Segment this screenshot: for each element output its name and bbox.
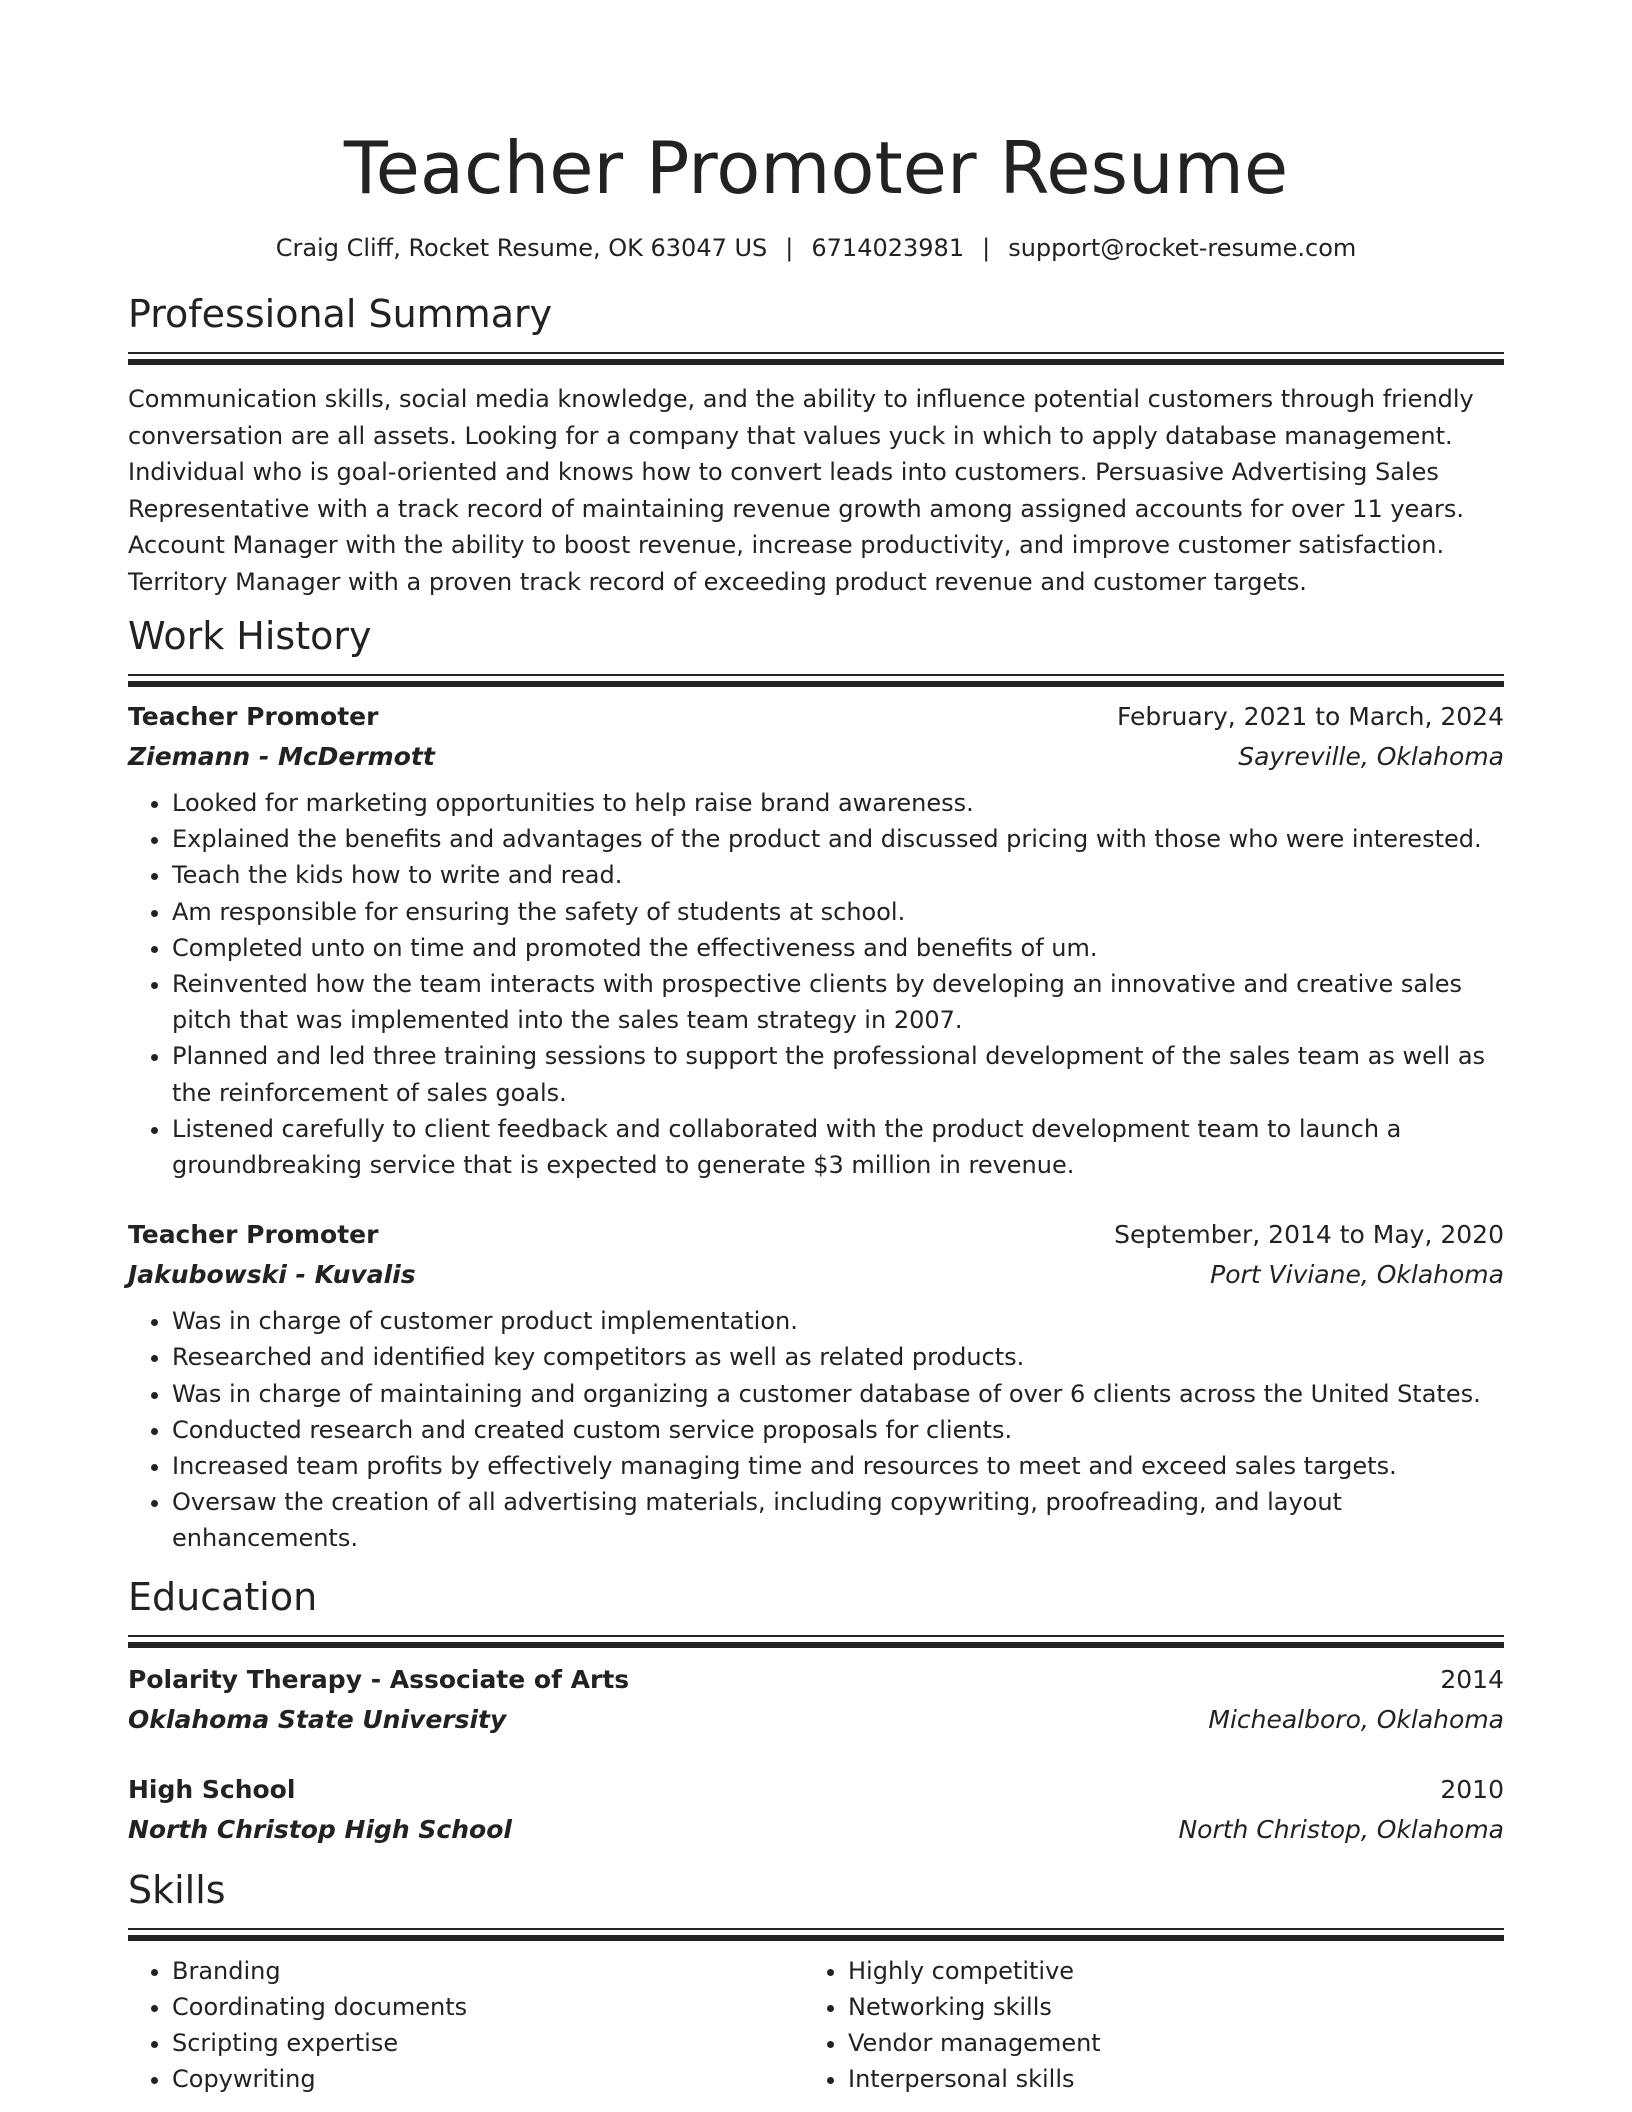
contact-separator: | [982, 234, 991, 262]
education-degree: High School [128, 1774, 296, 1804]
list-item: • Explained the benefits and advantages of the product and discussed pricing with those who were interested. [172, 821, 1504, 857]
list-item: • Looked for marketing opportunities to help raise brand awareness. [172, 785, 1504, 821]
list-item: • Listened carefully to client feedback and collaborated with the product development team to launch a groundbreaking service that is expected to generate $3 million in revenue. [172, 1111, 1504, 1183]
skills-section [128, 1866, 1504, 2098]
section-heading-summary: Professional Summary [128, 292, 553, 336]
education-header [128, 1770, 1504, 1810]
section-heading-education: Education [128, 1574, 318, 1619]
list-item: • Teach the kids how to write and read. [172, 857, 1504, 893]
job-company: Jakubowski - Kuvalis [128, 1260, 416, 1290]
education-entry [128, 1660, 1504, 1740]
education-year: 2010 [1440, 1774, 1504, 1804]
education-subheader [128, 1700, 1504, 1740]
list-item: • Networking skills [848, 1989, 1480, 2025]
job-location: Port Viviane, Oklahoma [1210, 1260, 1504, 1290]
list-item: • Reinvented how the team interacts with prospective clients by developing an innovative and creative sales pitch that was implemented into the sales team strategy in 2007. [172, 966, 1504, 1038]
contact-address: Craig Cliff, Rocket Resume, OK 63047 US [275, 234, 768, 262]
job-location: Sayreville, Oklahoma [1238, 742, 1504, 771]
work-section [128, 612, 1504, 1557]
job-duties [128, 785, 1504, 1183]
education-year: 2014 [1440, 1664, 1504, 1694]
education-subheader [128, 1810, 1504, 1850]
job-entry [128, 1215, 1504, 1556]
page-title: Teacher Promoter Resume [343, 126, 1289, 210]
section-divider [128, 1635, 1504, 1648]
list-item: • Researched and identified key competitors as well as related products. [172, 1339, 1504, 1375]
education-header [128, 1660, 1504, 1700]
list-item: • Was in charge of maintaining and organizing a customer database of over 6 clients across the United States. [172, 1376, 1504, 1412]
job-title: Teacher Promoter [128, 702, 379, 731]
job-subheader [128, 1255, 1504, 1295]
education-entry [128, 1770, 1504, 1850]
job-dates: September, 2014 to May, 2020 [1114, 1220, 1504, 1250]
summary-section [128, 290, 1504, 600]
list-item: • Am responsible for ensuring the safety of students at school. [172, 894, 1504, 930]
education-location: North Christop, Oklahoma [1178, 1814, 1504, 1844]
list-item: • Was in charge of customer product implementation. [172, 1303, 1504, 1339]
contact-separator: | [785, 234, 794, 262]
education-school: Oklahoma State University [128, 1704, 507, 1734]
job-title: Teacher Promoter [128, 1220, 379, 1250]
job-entry [128, 697, 1504, 1183]
contact-email: support@rocket-resume.com [1008, 234, 1357, 262]
contact-line [128, 232, 1504, 264]
skills-grid [128, 1953, 1504, 2098]
section-heading-work: Work History [128, 614, 372, 658]
resume-page [128, 0, 1504, 2097]
section-heading-skills: Skills [128, 1867, 226, 1912]
job-dates: February, 2021 to March, 2024 [1116, 702, 1504, 731]
job-company: Ziemann - McDermott [128, 742, 435, 771]
list-item: • Conducted research and created custom service proposals for clients. [172, 1412, 1504, 1448]
job-subheader [128, 737, 1504, 777]
section-divider [128, 674, 1504, 687]
education-section [128, 1573, 1504, 1850]
list-item: • Oversaw the creation of all advertising materials, including copywriting, proofreading, and layout enhancements. [172, 1484, 1504, 1556]
job-header [128, 1215, 1504, 1255]
education-school: North Christop High School [128, 1814, 512, 1844]
list-item: • Vendor management [848, 2025, 1480, 2061]
skills-list-right [804, 1953, 1480, 2098]
list-item: • Coordinating documents [172, 1989, 804, 2025]
section-divider [128, 352, 1504, 365]
education-location: Michealboro, Oklahoma [1208, 1704, 1504, 1734]
summary-text: Communication skills, social media knowledge, and the ability to influence potential customers through friendly conversation are all assets. Looking for a company that values yuck in which to apply database management. Individual who is goal-oriented and knows how to convert leads into customers. Persuasive Advertising Sales Representative with a track record of maintaining revenue growth among assigned accounts for over 11 years. Account Manager with the ability to boost revenue, increase productivity, and improve customer satisfaction. Territory Manager with a proven track record of exceeding product revenue and customer targets. [128, 385, 1474, 596]
education-degree: Polarity Therapy - Associate of Arts [128, 1664, 630, 1694]
contact-phone: 6714023981 [811, 234, 965, 262]
list-item: • Interpersonal skills [848, 2061, 1480, 2097]
job-header [128, 697, 1504, 737]
list-item: • Planned and led three training sessions to support the professional development of the sales team as well as the reinforcement of sales goals. [172, 1038, 1504, 1110]
list-item: • Completed unto on time and promoted the effectiveness and benefits of um. [172, 930, 1504, 966]
list-item: • Scripting expertise [172, 2025, 804, 2061]
list-item: • Increased team profits by effectively managing time and resources to meet and exceed sales targets. [172, 1448, 1504, 1484]
skills-list-left [128, 1953, 804, 2098]
section-divider [128, 1928, 1504, 1941]
list-item: • Copywriting [172, 2061, 804, 2097]
list-item: • Branding [172, 1953, 804, 1989]
list-item: • Highly competitive [848, 1953, 1480, 1989]
job-duties [128, 1303, 1504, 1556]
